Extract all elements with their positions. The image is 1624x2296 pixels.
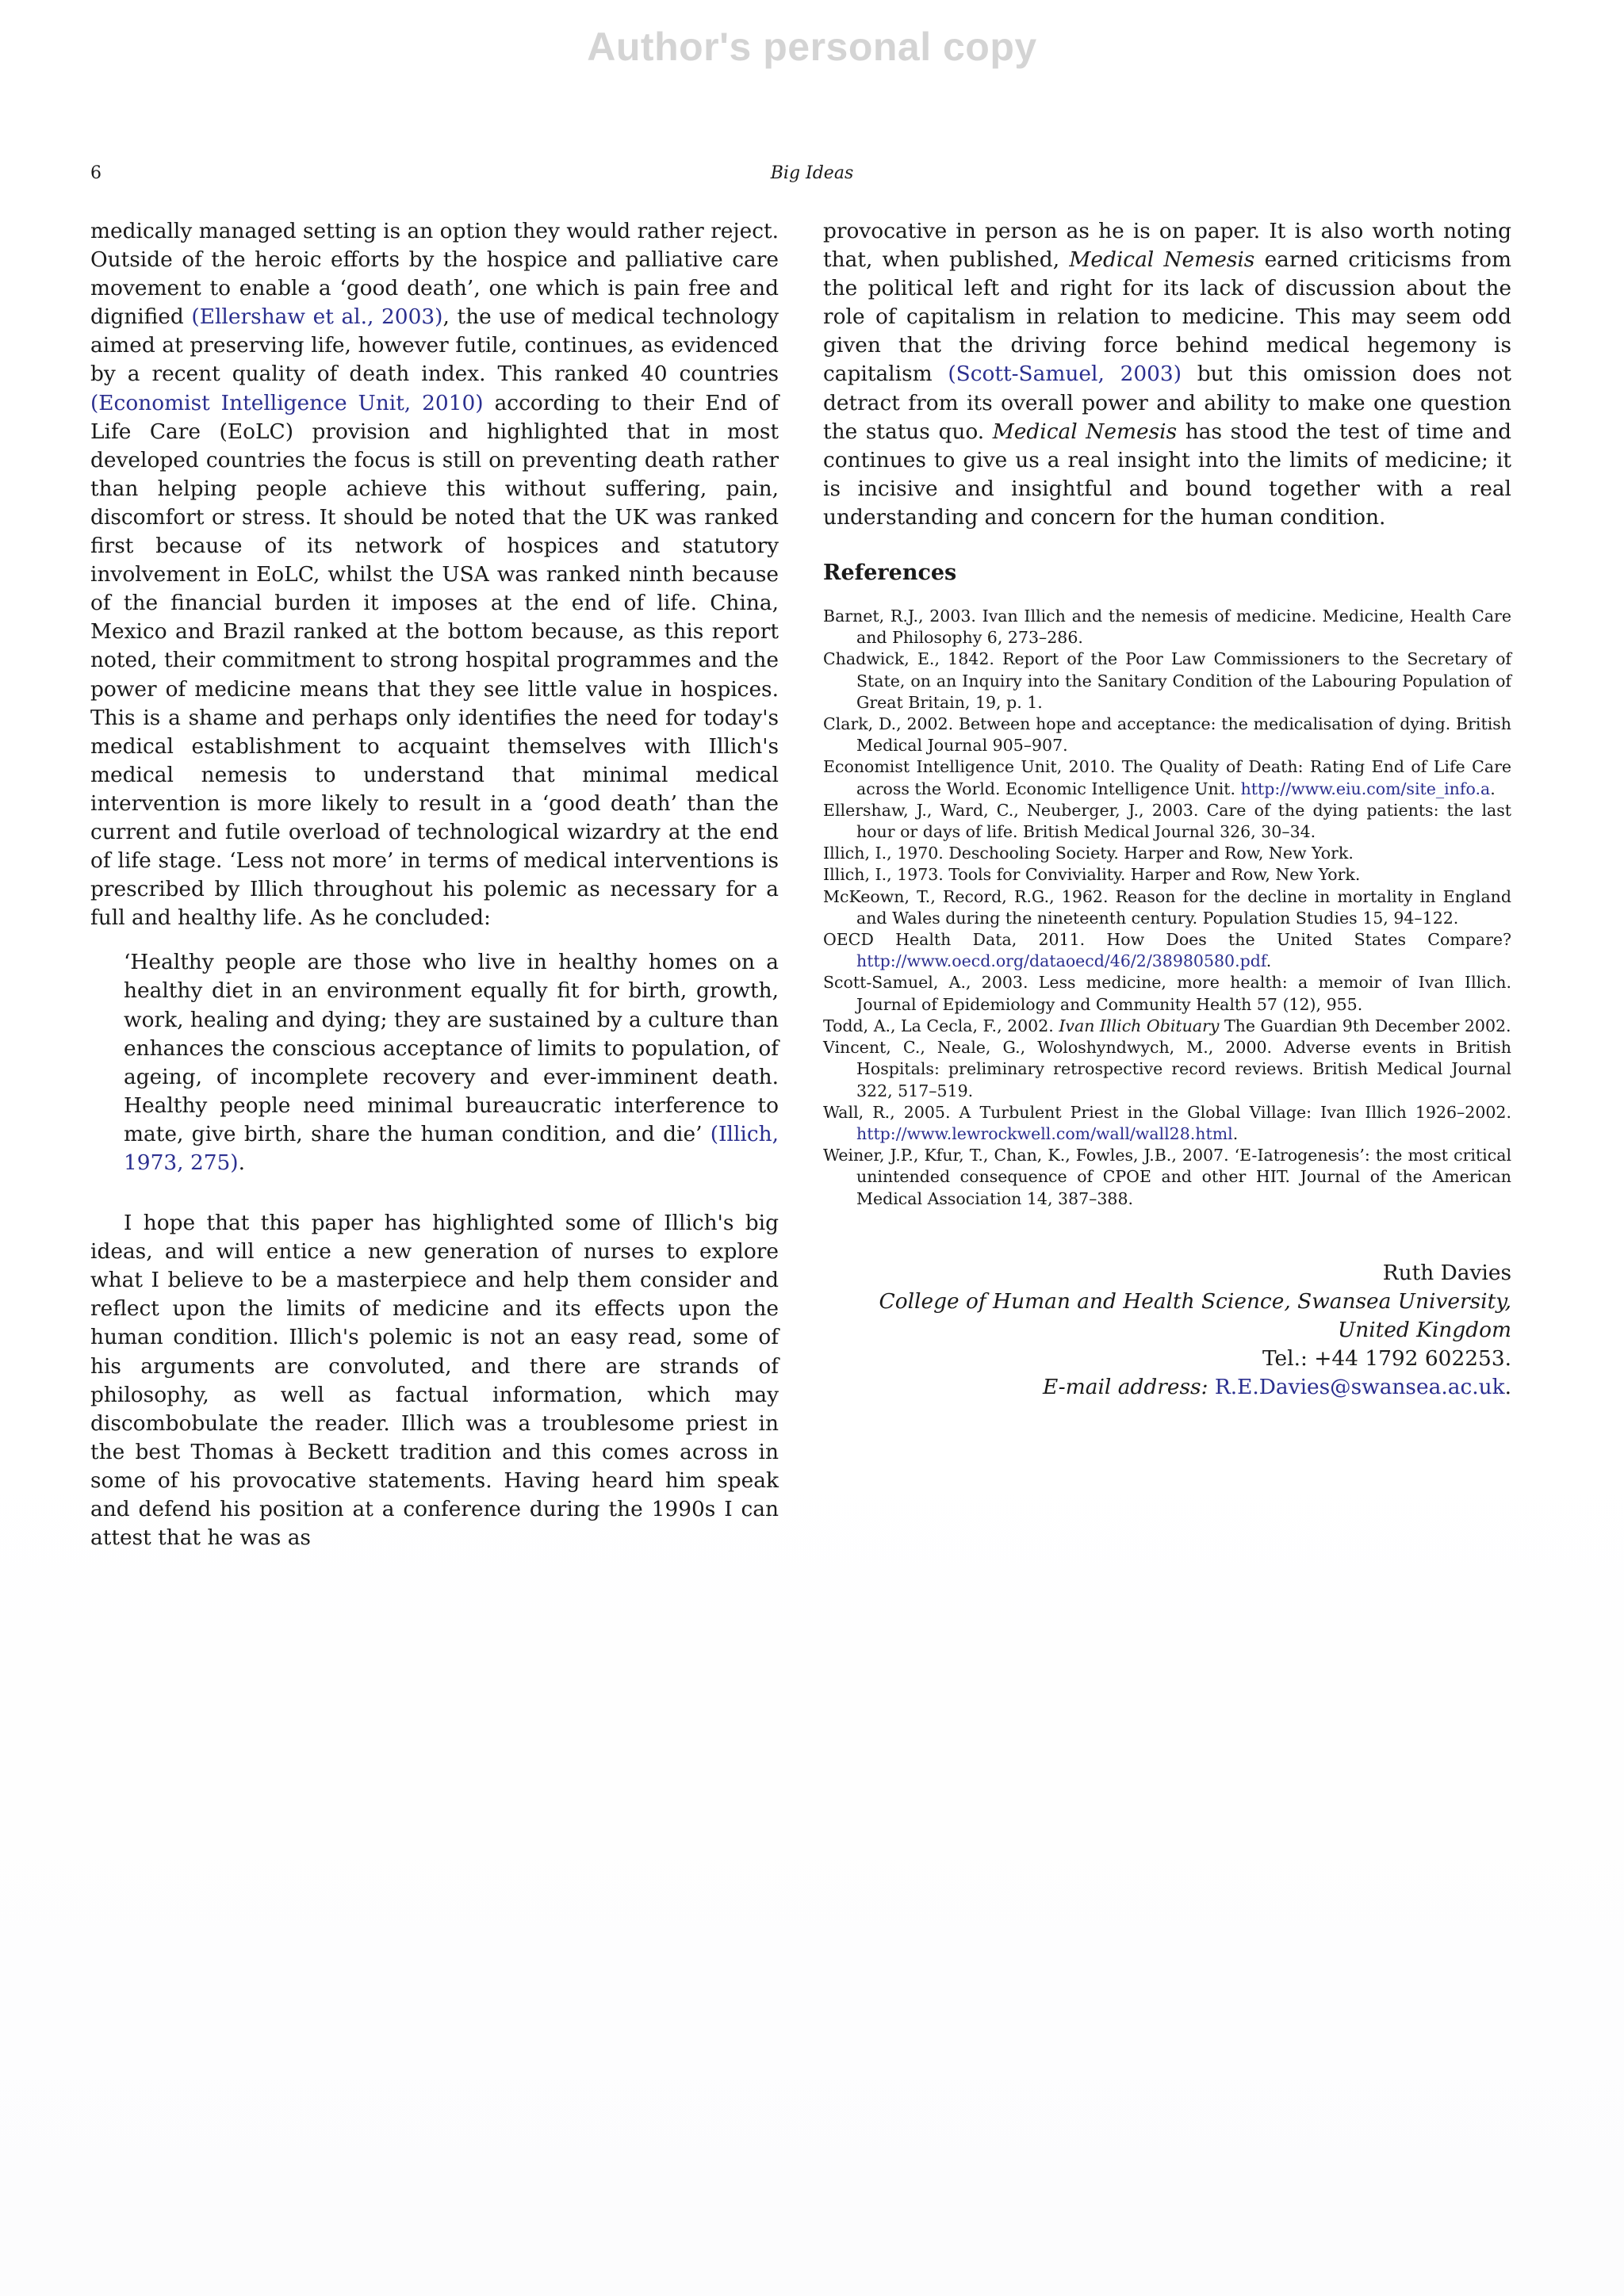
author-block xyxy=(823,1259,1511,1402)
reference-text: Todd, A., La Cecla, F., 2002. xyxy=(823,1016,1059,1035)
reference-item: Chadwick, E., 1842. Report of the Poor Law Commissioners to the Secretary of State, on an Inquiry into the Sanitary Condition of the Labouring Population of Great Britain, 19, p. 1. xyxy=(823,649,1511,712)
reference-item xyxy=(823,1016,1511,1037)
reference-item: Barnet, R.J., 2003. Ivan Illich and the nemesis of medicine. Medicine, Health Care and Philosophy 6, 273–286. xyxy=(823,607,1511,648)
paragraph-text: has stood the test of time and continues to give us a real insight into the limits of medicine; it is incisive and insightful and bound together with a real understanding and concern for the human condition. xyxy=(823,419,1511,530)
reference-item: Weiner, J.P., Kfur, T., Chan, K., Fowles, J.B., 2007. ‘E-Iatrogenesis’: the most critical unintended consequence of CPOE and other HIT. Journal of the American Medical Association 14, 387–388. xyxy=(823,1146,1511,1208)
reference-text: Economist Intelligence Unit, 2010. The Quality of Death: Rating End of Life Care across the World. Economic Intelligence Unit. xyxy=(823,757,1511,798)
eiu-url-link[interactable]: http://www.eiu.com/site_info.a xyxy=(1240,779,1491,798)
quote-text: . xyxy=(238,1150,245,1175)
reference-item: Clark, D., 2002. Between hope and acceptance: the medicalisation of dying. British Medical Journal 905–907. xyxy=(823,714,1511,756)
watermark: Author's personal copy xyxy=(587,25,1037,69)
reference-text: OECD Health Data, 2011. How Does the United States Compare? xyxy=(823,930,1511,950)
block-quote xyxy=(124,948,779,1177)
paragraph-text: , the use of medical technology aimed at preserving life, however futile, continues, as evidenced by a recent quality of death index. This ranked 40 countries xyxy=(90,304,779,387)
reference-item: McKeown, T., Record, R.G., 1962. Reason for the decline in mortality in England and Wales during the nineteenth century. Population Studies 15, 94–122. xyxy=(823,886,1511,928)
book-title: Medical Nemesis xyxy=(992,419,1178,444)
paragraph-good-death xyxy=(90,217,779,932)
author-telephone: Tel.: +44 1792 602253. xyxy=(1262,1346,1511,1371)
citation-illich-link[interactable]: (Illich, 1973, 275) xyxy=(124,1121,779,1175)
email-end: . xyxy=(1504,1375,1511,1400)
reference-text: . xyxy=(1266,951,1272,971)
right-column xyxy=(823,217,1511,1402)
reference-item: Illich, I., 1973. Tools for Conviviality. Harper and Row, New York. xyxy=(823,865,1361,885)
lewrockwell-url-link[interactable]: http://www.lewrockwell.com/wall/wall28.html xyxy=(856,1123,1233,1143)
reference-title: Ivan Illich Obituary xyxy=(1059,1016,1220,1035)
author-email-line xyxy=(823,1373,1511,1402)
oecd-url-link[interactable]: http://www.oecd.org/dataoecd/46/2/38980580.pdf xyxy=(856,951,1266,971)
email-link[interactable]: R.E.Davies@swansea.ac.uk xyxy=(1214,1375,1505,1400)
reference-item: Vincent, C., Neale, G., Woloshyndwych, M., 2000. Adverse events in British Hospitals: preliminary retrospective record reviews. British Medical Journal 322, 517–519. xyxy=(823,1038,1511,1100)
citation-scott-samuel-link[interactable]: (Scott-Samuel, 2003) xyxy=(948,362,1182,387)
reference-item: Ellershaw, J., Ward, C., Neuberger, J., 2003. Care of the dying patients: the last hour or days of life. British Medical Journal 326, 30–34. xyxy=(823,800,1511,842)
reference-item xyxy=(823,929,1511,972)
references-heading: References xyxy=(823,561,957,586)
reference-item: Scott-Samuel, A., 2003. Less medicine, more health: a memoir of Ivan Illich. Journal of Epidemiology and Community Health 57 (12), 955. xyxy=(823,973,1511,1014)
quote-text: ‘Healthy people are those who live in healthy homes on a healthy diet in an environment equally fit for birth, growth, work, healing and dying; they are sustained by a culture than enhances the conscious acceptance of limits to population, of ageing, of incomplete recovery and ever-imminent death. Healthy people need minimal bureaucratic interference to mate, give birth, share the human condition, and die’ xyxy=(124,950,779,1146)
reference-item xyxy=(823,1102,1511,1145)
left-column xyxy=(90,217,779,1552)
reference-item xyxy=(823,756,1511,799)
reference-list xyxy=(823,606,1511,1210)
email-label: E-mail address: xyxy=(1043,1375,1215,1400)
paragraph-text: provocative in person as he is on paper. It is also worth noting that, when published, xyxy=(823,219,1511,273)
paragraph-text: medically managed setting is an option they would rather reject. Outside of the heroic efforts by the hospice and palliative care movement to enable a ‘good death’, one which is pain free and dignified xyxy=(90,219,779,330)
author-name: Ruth Davies xyxy=(1382,1260,1511,1285)
reference-item: Illich, I., 1970. Deschooling Society. Harper and Row, New York. xyxy=(823,844,1354,863)
citation-ellershaw-link[interactable]: (Ellershaw et al., 2003) xyxy=(191,304,443,330)
paragraph-medical-nemesis xyxy=(823,217,1511,532)
author-affiliation: College of Human and Health Science, Swansea University, United Kingdom xyxy=(879,1288,1511,1342)
paragraph-text: but this omission does not detract from its overall power and ability to make one question the status quo. xyxy=(823,362,1511,444)
book-title: Medical Nemesis xyxy=(1069,247,1255,273)
paragraph-conclusion: I hope that this paper has highlighted some of Illich's big ideas, and will entice a new generation of nurses to explore what I believe to be a masterpiece and help them consider and reflect upon the limits of medicine and its effects upon the human condition. Illich's polemic is not an easy read, some of his arguments are convoluted, and there are strands of philosophy, as well as factual information, which may discombobulate the reader. Illich was a troublesome priest in the best Thomas à Beckett tradition and this comes across in some of his provocative statements. Having heard him speak and defend his position at a conference during the 1990s I can attest that he was as xyxy=(90,1211,779,1551)
reference-text: The Guardian 9th December 2002. xyxy=(1219,1016,1511,1035)
paragraph-text: earned criticisms from the political left and right for its lack of discussion about the role of capitalism in relation to medicine. This may seem odd given that the driving force behind medical hegemony is capitalism xyxy=(823,247,1511,387)
paragraph-text: according to their End of Life Care (EoLC) provision and highlighted that in most developed countries the focus is still on preventing death rather than helping people achieve this without suffering, pain, discomfort or stress. It should be noted that the UK was ranked first because of its network of hospices and statutory involvement in EoLC, whilst the USA was ranked ninth because of the financial burden it imposes at the end of life. China, Mexico and Brazil ranked at the bottom because, as this report noted, their commitment to strong hospital programmes and the power of medicine means that they see little value in hospices. This is a shame and perhaps only identifies the need for today's medical establishment to acquaint themselves with Illich's medical nemesis to understand that minimal medical intervention is more likely to result in a ‘good death’ than the current and futile overload of technological wizardry at the end of life stage. ‘Less not more’ in terms of medical interventions is prescribed by Illich throughout his polemic as necessary for a full and healthy life. As he concluded: xyxy=(90,390,779,931)
reference-text: . xyxy=(1490,779,1496,798)
citation-eiu-link[interactable]: (Economist Intelligence Unit, 2010) xyxy=(90,390,484,415)
page-number: 6 xyxy=(90,163,102,183)
running-head: Big Ideas xyxy=(770,163,854,183)
reference-text: Wall, R., 2005. A Turbulent Priest in the Global Village: Ivan Illich 1926–2002. xyxy=(823,1102,1511,1122)
reference-text: . xyxy=(1232,1123,1239,1143)
